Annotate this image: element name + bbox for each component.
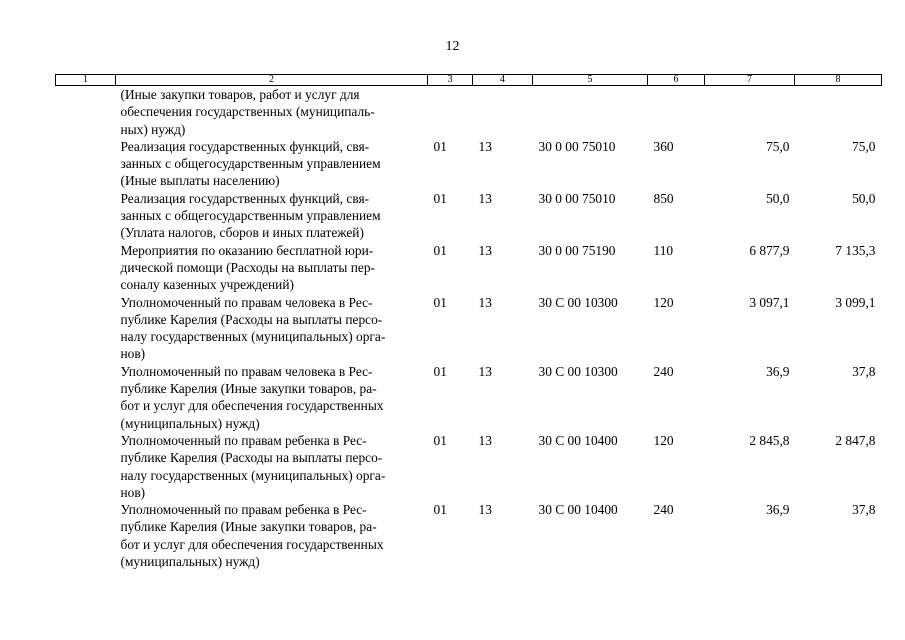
header-col-3: 3 <box>428 75 473 86</box>
description-line: Реализация государственных функций, свя- <box>120 138 370 154</box>
subsection-code: 13 <box>478 294 492 310</box>
table-row <box>56 242 882 294</box>
row-description <box>116 501 428 570</box>
amount-col-7: 36,9 <box>766 363 790 379</box>
cell-col-1 <box>56 294 116 363</box>
header-col-5: 5 <box>533 75 648 86</box>
header-col-1: 1 <box>56 75 116 86</box>
amount-col-8: 3 099,1 <box>835 294 876 310</box>
row-description <box>116 363 428 432</box>
description-line: бот и услуг для обеспечения государственных <box>120 536 384 552</box>
subsection-code <box>473 86 533 138</box>
expense-type-code: 240 <box>653 363 674 379</box>
expense-type-code: 360 <box>653 138 674 154</box>
description-line: обеспечения государственных (муниципаль- <box>120 104 375 120</box>
target-article-code: 30 С 00 10400 <box>538 502 618 518</box>
cell-col-1 <box>56 501 116 570</box>
table-row <box>56 432 882 501</box>
header-row <box>56 75 882 86</box>
section-code: 01 <box>433 502 447 518</box>
description-line: (Иные выплаты населению) <box>120 173 280 189</box>
description-line: нов) <box>120 484 146 500</box>
table-row <box>56 501 882 570</box>
amount-col-7: 75,0 <box>766 138 790 154</box>
target-article-code: 30 0 00 75010 <box>538 190 616 206</box>
description-line: Реализация государственных функций, свя- <box>120 190 370 206</box>
description-line: публике Карелия (Расходы на выплаты персо- <box>120 311 383 327</box>
description-line: Уполномоченный по правам ребенка в Рес- <box>120 432 367 448</box>
target-article-code: 30 0 00 75190 <box>538 242 616 258</box>
header-col-8: 8 <box>795 75 882 86</box>
description-line: налу государственных (муниципальных) орга- <box>120 467 386 483</box>
section-code: 01 <box>433 363 447 379</box>
expense-type-code: 120 <box>653 294 674 310</box>
description-line: Уполномоченный по правам человека в Рес- <box>120 294 373 310</box>
subsection-code: 13 <box>478 363 492 379</box>
expense-type-code: 120 <box>653 432 674 448</box>
target-article-code: 30 С 00 10300 <box>538 363 618 379</box>
subsection-code: 13 <box>478 138 492 154</box>
row-description <box>116 86 428 138</box>
amount-col-7: 3 097,1 <box>749 294 790 310</box>
description-line: Мероприятия по оказанию бесплатной юри- <box>120 242 374 258</box>
table-body <box>56 86 882 571</box>
amount-col-7 <box>705 86 795 138</box>
section-code: 01 <box>433 432 447 448</box>
description-line: (Уплата налогов, сборов и иных платежей) <box>120 225 364 241</box>
description-line: Уполномоченный по правам ребенка в Рес- <box>120 502 367 518</box>
column-number-header <box>56 75 882 86</box>
section-code: 01 <box>433 294 447 310</box>
row-description <box>116 432 428 501</box>
description-line: ных) нужд) <box>120 121 186 137</box>
budget-table <box>55 74 882 570</box>
cell-col-1 <box>56 242 116 294</box>
subsection-code: 13 <box>478 502 492 518</box>
table-row <box>56 138 882 190</box>
description-line: публике Карелия (Расходы на выплаты персо- <box>120 450 383 466</box>
header-col-2: 2 <box>116 75 428 86</box>
section-code <box>428 86 473 138</box>
section-code: 01 <box>433 138 447 154</box>
target-article-code: 30 С 00 10300 <box>538 294 618 310</box>
description-line: Уполномоченный по правам человека в Рес- <box>120 363 373 379</box>
description-line: нов) <box>120 346 146 362</box>
cell-col-1 <box>56 190 116 242</box>
amount-col-7: 50,0 <box>766 190 790 206</box>
header-col-7: 7 <box>705 75 795 86</box>
description-line: бот и услуг для обеспечения государственных <box>120 398 384 414</box>
cell-col-1 <box>56 363 116 432</box>
section-code: 01 <box>433 242 447 258</box>
expense-type-code: 850 <box>653 190 674 206</box>
description-line: соналу казенных учреждений) <box>120 277 294 293</box>
amount-col-8: 50,0 <box>852 190 876 206</box>
amount-col-8: 7 135,3 <box>835 242 876 258</box>
description-line: публике Карелия (Иные закупки товаров, ра- <box>120 381 377 397</box>
cell-col-1 <box>56 86 116 138</box>
target-article-code: 30 0 00 75010 <box>538 138 616 154</box>
target-article-code: 30 С 00 10400 <box>538 432 618 448</box>
row-description <box>116 242 428 294</box>
cell-col-1 <box>56 138 116 190</box>
table-row <box>56 363 882 432</box>
description-line: дической помощи (Расходы на выплаты пер- <box>120 259 376 275</box>
amount-col-7: 36,9 <box>766 502 790 518</box>
description-line: занных с общегосударственным управлением <box>120 208 381 224</box>
amount-col-8: 37,8 <box>852 502 876 518</box>
table-row <box>56 294 882 363</box>
cell-col-1 <box>56 432 116 501</box>
row-description <box>116 138 428 190</box>
description-line: (Иные закупки товаров, работ и услуг для <box>120 87 360 102</box>
description-line: налу государственных (муниципальных) орга- <box>120 329 386 345</box>
subsection-code: 13 <box>478 432 492 448</box>
header-col-6: 6 <box>648 75 705 86</box>
target-article-code <box>533 86 648 138</box>
section-code: 01 <box>433 190 447 206</box>
description-line: (муниципальных) нужд) <box>120 415 260 431</box>
description-line: (муниципальных) нужд) <box>120 554 260 570</box>
amount-col-7: 6 877,9 <box>749 242 790 258</box>
description-line: занных с общегосударственным управлением <box>120 156 381 172</box>
amount-col-8: 75,0 <box>852 138 876 154</box>
expense-type-code: 110 <box>653 242 674 258</box>
subsection-code: 13 <box>478 242 492 258</box>
description-line: публике Карелия (Иные закупки товаров, ра- <box>120 519 377 535</box>
row-description <box>116 190 428 242</box>
subsection-code: 13 <box>478 190 492 206</box>
header-col-4: 4 <box>473 75 533 86</box>
amount-col-8 <box>795 86 882 138</box>
amount-col-8: 2 847,8 <box>835 432 876 448</box>
amount-col-8: 37,8 <box>852 363 876 379</box>
amount-col-7: 2 845,8 <box>749 432 790 448</box>
table-row <box>56 86 882 138</box>
table-row <box>56 190 882 242</box>
page-number: 12 <box>445 39 460 54</box>
expense-type-code: 240 <box>653 502 674 518</box>
row-description <box>116 294 428 363</box>
expense-type-code <box>648 86 705 138</box>
